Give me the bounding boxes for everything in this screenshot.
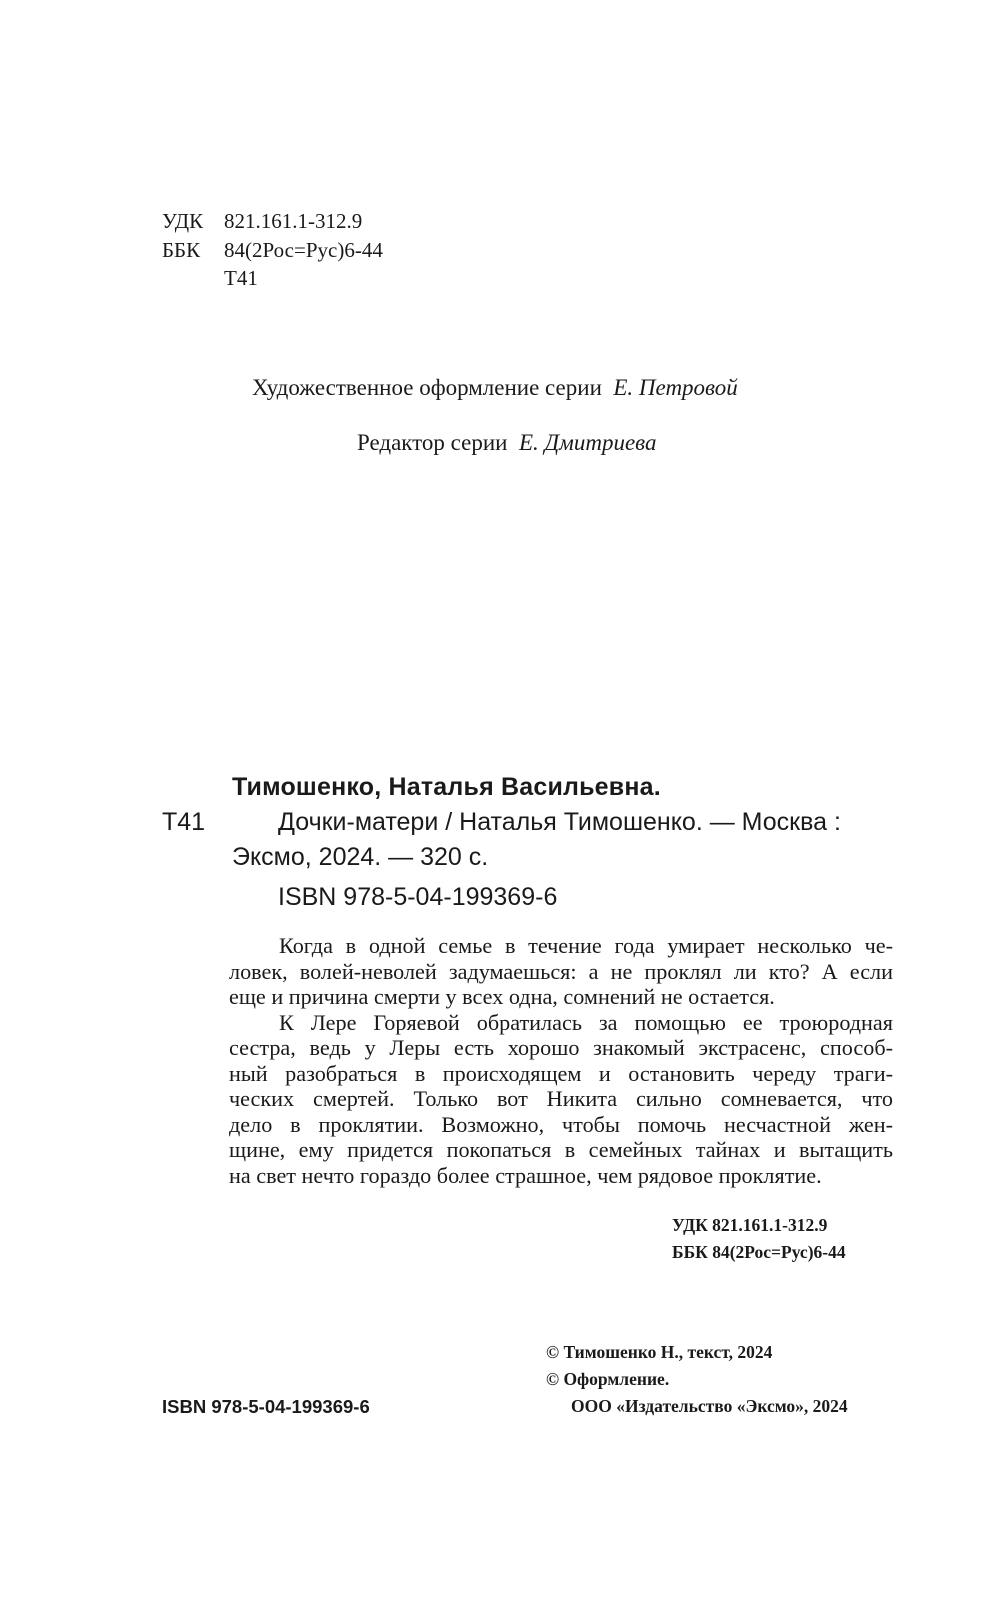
annotation-line: ческих смертей. Только вот Никита сильно сомневается, что xyxy=(229,1086,893,1111)
bbk-label: ББК xyxy=(162,238,201,262)
annotation-line: дело в проклятии. Возможно, чтобы помочь несчастной жен- xyxy=(229,1111,893,1137)
annotation-line: ный разобраться в происходящем и остановить череду траги- xyxy=(229,1060,893,1086)
bib-title-line-2: Эксмо, 2024. — 320 с. xyxy=(232,843,489,871)
bbk-line xyxy=(162,240,383,261)
author-heading: Тимошенко, Наталья Васильевна. xyxy=(232,773,661,801)
design-credit xyxy=(252,375,738,401)
annotation-line: на свет нечто гораздо более страшное, чем рядовое проклятие. xyxy=(229,1162,822,1188)
bib-isbn: ISBN 978-5-04-199369-6 xyxy=(278,883,558,911)
copyright-line-2: © Оформление. xyxy=(546,1369,670,1389)
udk-line xyxy=(162,211,362,232)
codes-bbk: ББК 84(2Рос=Рус)6-44 xyxy=(672,1242,846,1262)
copyright-line-1: © Тимошенко Н., текст, 2024 xyxy=(546,1342,773,1362)
bib-author-code: Т41 xyxy=(162,808,206,836)
editor-credit-name: Е. Дмитриева xyxy=(519,430,657,455)
annotation-line: ловек, волей-неволей задумаешься: а не проклял ли кто? А если xyxy=(229,958,893,984)
annotation-line: К Лере Горяевой обратилась за помощью ее троюродная xyxy=(279,1009,893,1035)
author-code: Т41 xyxy=(224,266,258,290)
bbk-value: 84(2Рос=Рус)6-44 xyxy=(224,238,383,262)
editor-credit xyxy=(357,430,657,456)
annotation-line: еще и причина смерти у всех одна, сомнений не остается. xyxy=(229,984,775,1009)
isbn-bottom: ISBN 978-5-04-199369-6 xyxy=(162,1396,370,1417)
design-credit-prefix: Художественное оформление серии xyxy=(252,375,602,400)
udk-label: УДК xyxy=(162,209,204,233)
annotation-line: Когда в одной семье в течение года умирает несколько че- xyxy=(279,933,893,958)
codes-udk: УДК 821.161.1-312.9 xyxy=(672,1215,828,1235)
annotation-line: щине, ему придется покопаться в семейных тайнах и вытащить xyxy=(229,1137,893,1162)
design-credit-name: Е. Петровой xyxy=(613,375,738,400)
author-code-line xyxy=(162,268,258,289)
bib-title-line-1: Дочки-матери / Наталья Тимошенко. — Москва : xyxy=(278,808,841,836)
editor-credit-prefix: Редактор серии xyxy=(357,430,508,455)
copyright-line-3: ООО «Издательство «Эксмо», 2024 xyxy=(571,1396,848,1416)
annotation xyxy=(229,933,893,1188)
udk-value: 821.161.1-312.9 xyxy=(224,209,363,233)
annotation-line: сестра, ведь у Леры есть хорошо знакомый экстрасенс, способ- xyxy=(229,1035,893,1060)
